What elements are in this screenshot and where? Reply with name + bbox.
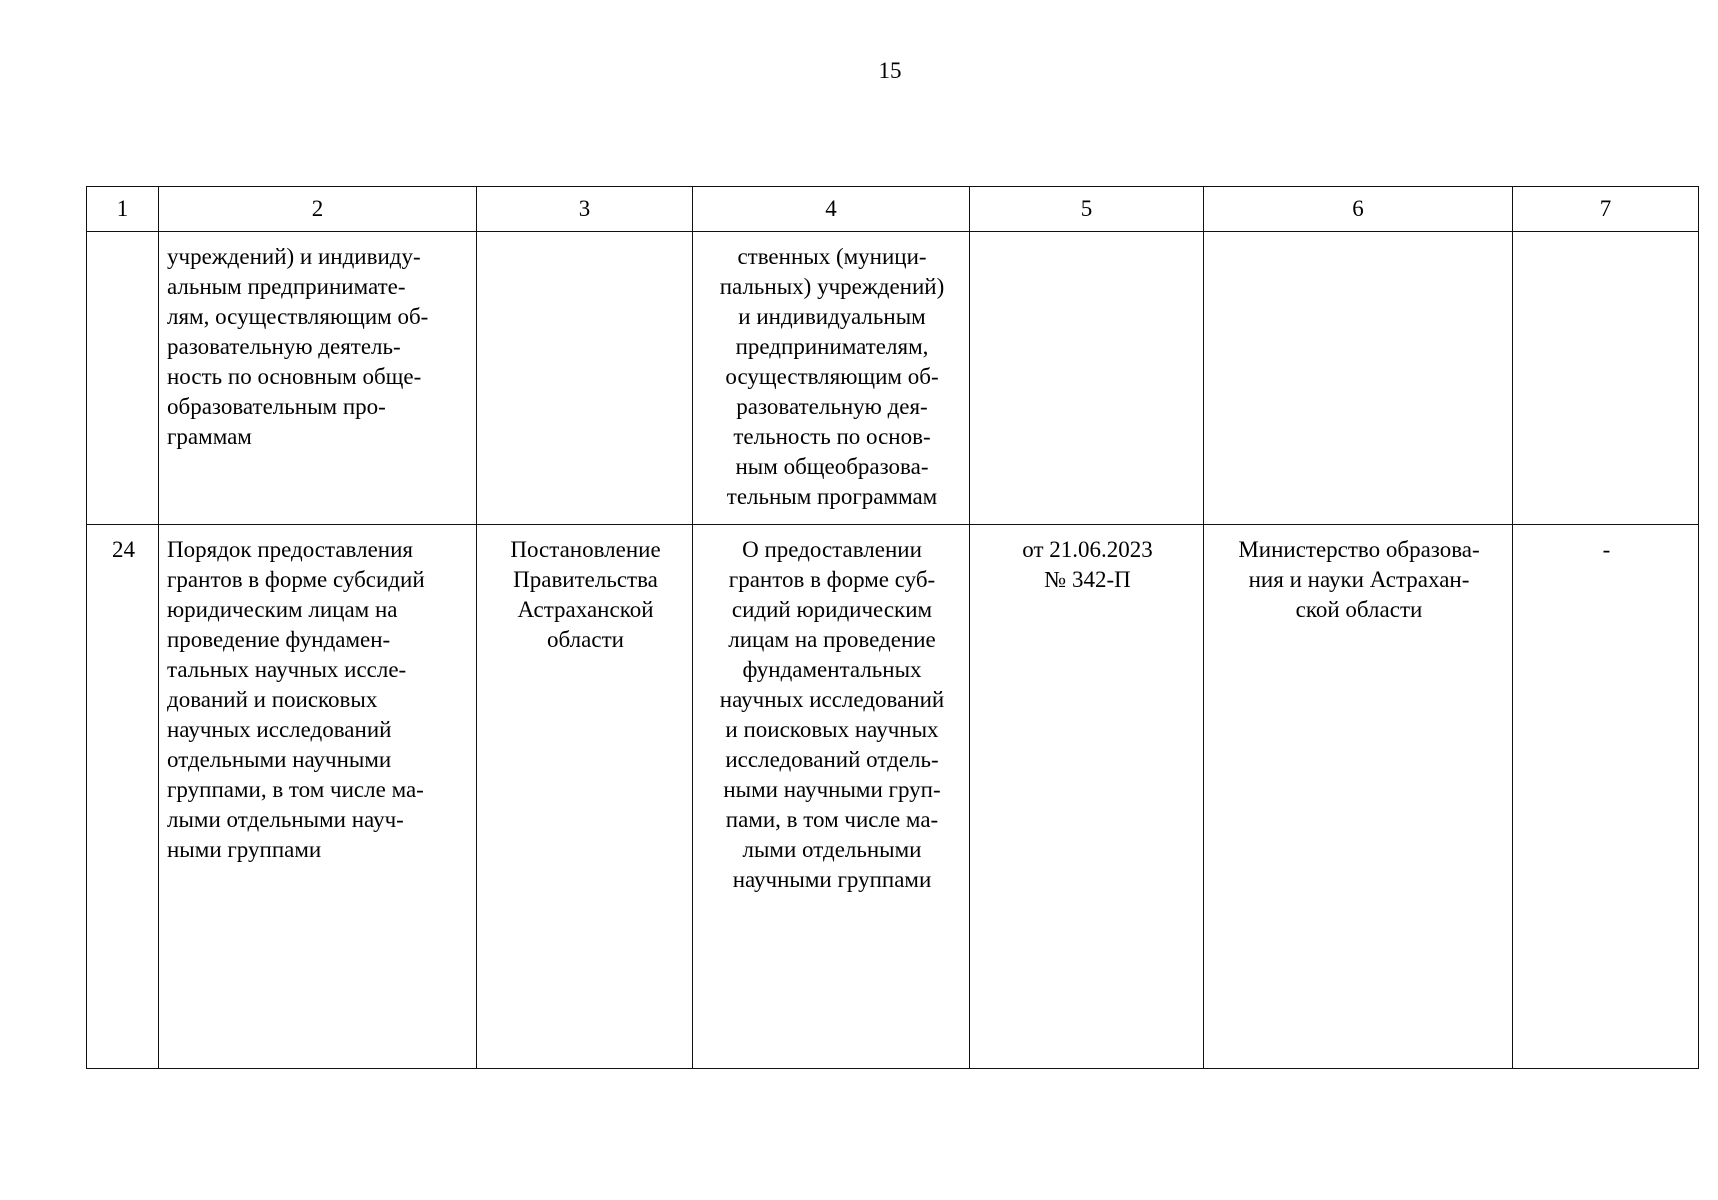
row-number-cell <box>87 232 159 525</box>
document-title-cell: ственных (муници- пальных) учреждений) и индивидуальным предпринимателям, осуществляющим об- разовательную дея- тельность по основ- ным общеобразова- тельным программам <box>693 232 970 525</box>
document-date-cell: от 21.06.2023 № 342-П <box>970 525 1204 1069</box>
table-row <box>87 525 1699 1069</box>
table-row <box>87 232 1699 525</box>
document-type-cell: Постановление Правительства Астраханской области <box>477 525 693 1069</box>
column-header: 2 <box>159 187 477 232</box>
document-table <box>86 186 1699 1069</box>
row-number-cell: 24 <box>87 525 159 1069</box>
column-header: 5 <box>970 187 1204 232</box>
table-header-row <box>87 187 1699 232</box>
note-cell: - <box>1513 525 1699 1069</box>
column-header: 3 <box>477 187 693 232</box>
document-date-cell <box>970 232 1204 525</box>
responsible-authority-cell <box>1204 232 1513 525</box>
document-description-cell: Порядок предоставления грантов в форме субсидий юридическим лицам на проведение фундамен- тальных научных иссле- дований и поисковых научных исследований отдельными научными группами, в том числе ма- лыми отдельными науч- ными группами <box>159 525 477 1069</box>
column-header: 4 <box>693 187 970 232</box>
note-cell <box>1513 232 1699 525</box>
document-type-cell <box>477 232 693 525</box>
column-header: 7 <box>1513 187 1699 232</box>
document-title-cell: О предоставлении грантов в форме суб- сидий юридическим лицам на проведение фундаментальных научных исследований и поисковых научных исследований отдель- ными научными груп- пами, в том числе ма- лыми отдельными научными группами <box>693 525 970 1069</box>
column-header: 6 <box>1204 187 1513 232</box>
page-number: 15 <box>878 58 902 83</box>
responsible-authority-cell: Министерство образова- ния и науки Астрахан- ской области <box>1204 525 1513 1069</box>
column-header: 1 <box>87 187 159 232</box>
document-description-cell: учреждений) и индивиду- альным предпринимате- лям, осуществляющим об- разовательную деятель- ность по основным обще- образовательным про- граммам <box>159 232 477 525</box>
